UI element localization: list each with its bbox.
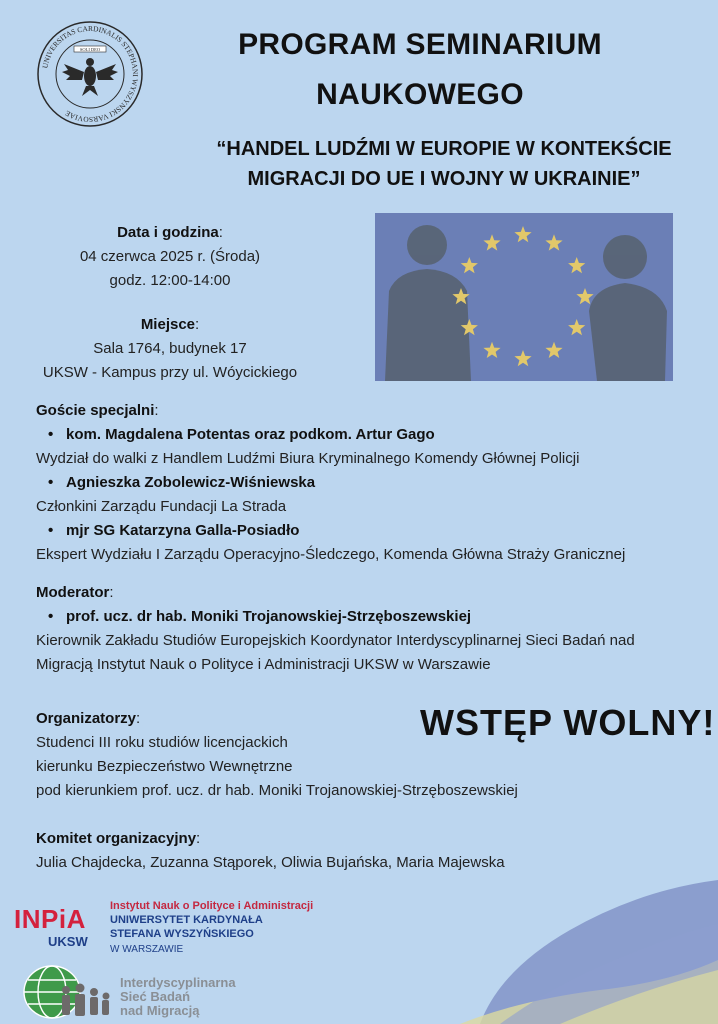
committee-label: Komitet organizacyjny: [36, 830, 197, 847]
page-title-line1: PROGRAM SEMINARIUM: [238, 28, 602, 61]
committee-label-row: Komitet organizacyjny:: [36, 830, 201, 847]
moderator-role-line2: Migracją Instytut Nauk o Polityce i Administracji UKSW w Warszawie: [36, 656, 491, 673]
university-name-line2: STEFANA WYSZYŃSKIEGO: [110, 928, 254, 940]
date-label-row: Data i godzina:: [117, 224, 223, 241]
network-name-line3: nad Migracją: [120, 1003, 200, 1018]
organizers-label-row: Organizatorzy:: [36, 710, 141, 727]
university-city: W WARSZAWIE: [110, 944, 184, 955]
date-label: Data i godzina: [117, 224, 219, 241]
network-name-line2: Sieć Badań: [120, 989, 191, 1004]
network-name-line1: Interdyscyplinarna: [120, 975, 236, 990]
organizers-line3: pod kierunkiem prof. ucz. dr hab. Moniki Trojanowskiej-Strzęboszewskiej: [36, 782, 518, 799]
university-name-line1: UNIWERSYTET KARDYNAŁA: [110, 914, 263, 926]
guests-label: Goście specjalni: [36, 402, 155, 419]
guest-role-2: Członkini Zarządu Fundacji La Strada: [36, 498, 287, 515]
place-room: Sala 1764, budynek 17: [93, 340, 247, 357]
moderator-name: • prof. ucz. dr hab. Moniki Trojanowskiej-Strzęboszewskiej: [36, 606, 471, 628]
place-campus: UKSW - Kampus przy ul. Wóycickiego: [42, 364, 298, 381]
time-line: godz. 12:00-14:00: [109, 272, 231, 289]
inpia-ukws-label: UKSW: [48, 934, 88, 949]
page-title-line2: NAUKOWEGO: [316, 78, 524, 111]
seal-banner: SOLI DEO: [79, 47, 101, 52]
guest-name-3: • mjr SG Katarzyna Galla-Posiadło: [36, 520, 299, 542]
seminar-subtitle-line1: “HANDEL LUDŹMI W EUROPIE W KONTEKŚCIE: [216, 138, 672, 160]
organizers-line2: kierunku Bezpieczeństwo Wewnętrzne: [36, 758, 293, 775]
organizers-line1: Studenci III roku studiów licencjackich: [36, 734, 288, 751]
guests-label-row: Goście specjalni:: [36, 402, 159, 419]
eu-flag-silhouettes-image: [375, 213, 673, 381]
organizers-label: Organizatorzy: [36, 710, 137, 727]
place-label-row: Miejsce:: [140, 316, 200, 333]
university-seal-logo: [34, 18, 146, 130]
migration-network-logo: [22, 964, 118, 1020]
guest-role-1: Wydział do walki z Handlem Ludźmi Biura Kryminalnego Komendy Głównej Policji: [36, 450, 580, 467]
date-line: 04 czerwca 2025 r. (Środa): [79, 248, 261, 265]
guest-name-1: • kom. Magdalena Potentas oraz podkom. Artur Gago: [36, 424, 435, 446]
moderator-label: Moderator: [36, 584, 110, 601]
seminar-subtitle-line2: MIGRACJI DO UE I WOJNY W UKRAINIE”: [247, 168, 641, 190]
inpia-logo: INPiA: [14, 904, 86, 934]
guest-name-2: • Agnieszka Zobolewicz-Wiśniewska: [36, 472, 315, 494]
moderator-role-line1: Kierownik Zakładu Studiów Europejskich Koordynator Interdyscyplinarnej Sieci Badań nad: [36, 632, 635, 649]
institute-name: Instytut Nauk o Polityce i Administracji: [110, 900, 314, 912]
free-entry-heading: WSTĘP WOLNY!: [420, 702, 716, 743]
place-label: Miejsce: [140, 316, 196, 333]
guest-role-3: Ekspert Wydziału I Zarządu Operacyjno-Śledczego, Komenda Główna Straży Granicznej: [36, 546, 626, 563]
committee-members: Julia Chajdecka, Zuzanna Stąporek, Oliwia Bujańska, Maria Majewska: [36, 854, 505, 871]
moderator-label-row: Moderator:: [36, 584, 114, 601]
seal-text: UNIVERSITAS CARDINALIS STEPHANI WYSZYNSKI VARSOVIAE: [40, 23, 141, 125]
decorative-brush-strokes: [440, 860, 718, 1024]
